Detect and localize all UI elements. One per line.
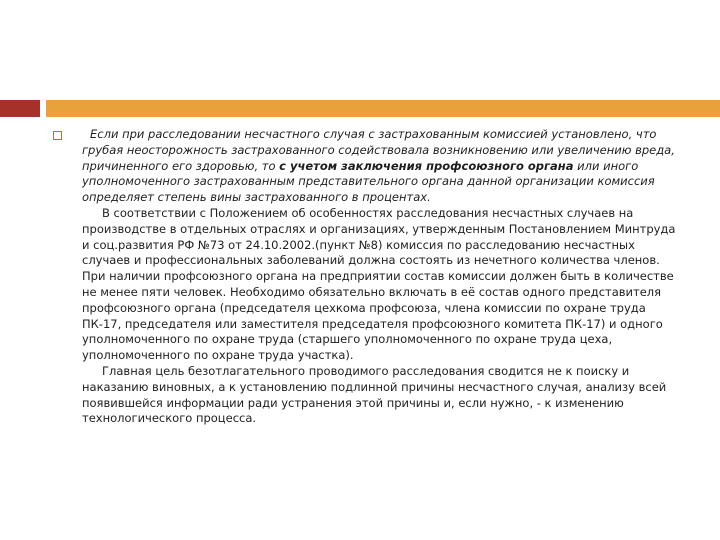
header-accent-bar-dark xyxy=(0,100,40,117)
paragraph1-bold-text: с учетом заключения профсоюзного органа xyxy=(279,158,574,173)
paragraph-investigation-goal: Главная цель безотлагательного проводимого расследования сводится не к поиску и наказанию виновных, а к установлению подлинной причины несчастного случая, анализу всей появившейся информации ради устранения этой причины и, если нужно, - к изменению технологического процесса. xyxy=(82,363,667,426)
paragraph1-text-end: или иного уполномоченного застрахованным представительного органа данной организации комиссия определяет степень вины застрахованного в процентах. xyxy=(82,158,655,205)
slide-body xyxy=(82,127,682,427)
paragraph-commission-composition: В соответствии с Положением об особенностях расследования несчастных случаев на производстве в отдельных отраслях и организациях, утвержденным Постановлением Минтруда и соц.развития РФ №73 от 24.10.2002.(пункт №8) комиссия по расследованию несчастных случаев и профессиональных заболеваний должна состоять из нечетного количества членов. При наличии профсоюзного органа на предприятии состав комиссии должен быть в количестве не менее пяти человек. Необходимо обязательно включать в её состав одного представителя профсоюзного органа (председателя цехкома профсоюза, члена комиссии по охране труда ПК-17, председателя или заместителя председателя профсоюзного комитета ПК-17) и одного уполномоченного по охране труда (старшего уполномоченного по охране труда цеха, уполномоченного по охране труда участка). xyxy=(82,205,676,363)
paragraph1-text-start: Если при расследовании несчастного случая с застрахованным комиссией установлено, что грубая неосторожность застрахованного содействовала возникновению или увеличению вреда, причиненного его здоровью, то xyxy=(82,127,675,173)
square-bullet-icon xyxy=(53,131,62,140)
header-accent-bar-light xyxy=(46,100,720,117)
paragraph-grave-negligence xyxy=(82,127,682,206)
